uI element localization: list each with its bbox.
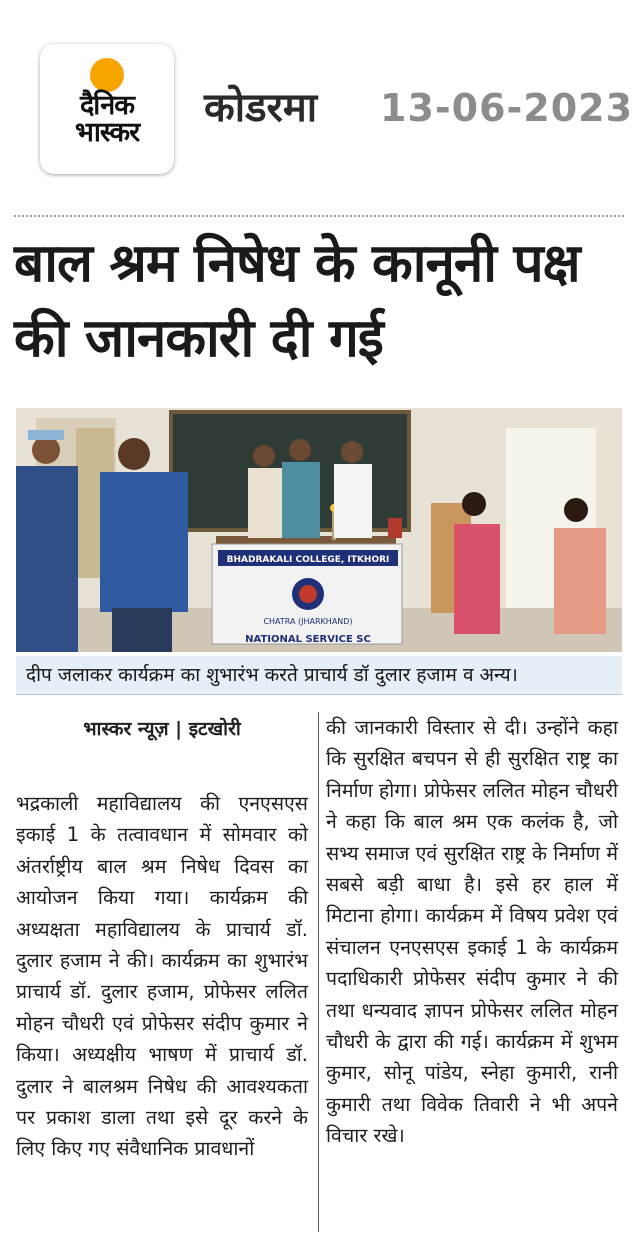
- article-headline: बाल श्रम निषेध के कानूनी पक्ष की जानकारी दी गई: [14, 233, 580, 369]
- article-column-left: [16, 712, 308, 1165]
- edition-date: 13-06-2023: [380, 86, 634, 130]
- logo-text-line2: भास्कर: [74, 117, 140, 148]
- photo-caption-text: दीप जलाकर कार्यक्रम का शुभारंभ करते प्राचार्य डॉ दुलार हजाम व अन्य।: [26, 664, 518, 686]
- news-photo: [16, 408, 622, 652]
- photo-banner-title: BHADRAKALI COLLEGE, ITKHORI: [226, 555, 390, 565]
- column-divider: [318, 712, 319, 1232]
- byline: भास्कर न्यूज़ | इटखोरी: [83, 718, 241, 740]
- article-body-col1: भद्रकाली महाविद्यालय की एनएसएस इकाई 1 के तत्वावधान में सोमवार को अंतर्राष्ट्रीय बाल श्रम निषेध दिवस का आयोजन किया गया। कार्यक्रम की अध्यक्षता महाविद्यालय के प्राचार्य डॉ. दुलार हजाम ने की। कार्यक्रम का शुभारंभ प्राचार्य डॉ. दुलार हजाम, प्रोफेसर ललित मोहन चौधरी एवं प्रोफेसर संदीप कुमार ने किया। अध्यक्षीय भाषण में प्राचार्य डॉ. दुलार ने बालश्रम निषेध की आवश्यकता पर प्रकाश डाला तथा इसे दूर करने के लिए किए गए संवैधानिक प्रावधानों: [16, 792, 308, 1161]
- dotted-divider: [14, 215, 624, 217]
- dainik-bhaskar-logo: [40, 44, 174, 174]
- edition-city: कोडरमा: [204, 85, 318, 131]
- logo-text-line1: दैनिक: [79, 90, 135, 121]
- sun-icon: [90, 58, 124, 92]
- photo-caption: [16, 656, 622, 695]
- photo-banner-sub: CHATRA (JHARKHAND): [263, 617, 353, 626]
- photo-banner-nss: NATIONAL SERVICE SC: [245, 634, 371, 645]
- article-body-col2: की जानकारी विस्तार से दी। उन्होंने कहा कि सुरक्षित बचपन से ही सुरक्षित राष्ट्र का निर्माण होगा। प्रोफेसर ललित मोहन चौधरी ने कहा कि बाल श्रम एक कलंक है, जो सभ्य समाज एवं सुरक्षित राष्ट्र के निर्माण में सबसे बड़ी बाधा है। इसे हर हाल में मिटाना होगा। कार्यक्रम में विषय प्रवेश एवं संचालन एनएसएस इकाई 1 के कार्यक्रम पदाधिकारी प्रोफेसर संदीप कुमार ने की तथा धन्यवाद ज्ञापन प्रोफेसर ललित मोहन चौधरी के द्वारा की गई। कार्यक्रम में शुभम कुमार, सोनू पांडेय, स्नेहा कुमारी, रानी कुमारी तथा विवेक तिवारी ने भी अपने विचार रखे।: [326, 716, 618, 1148]
- article-column-right: [326, 712, 618, 1152]
